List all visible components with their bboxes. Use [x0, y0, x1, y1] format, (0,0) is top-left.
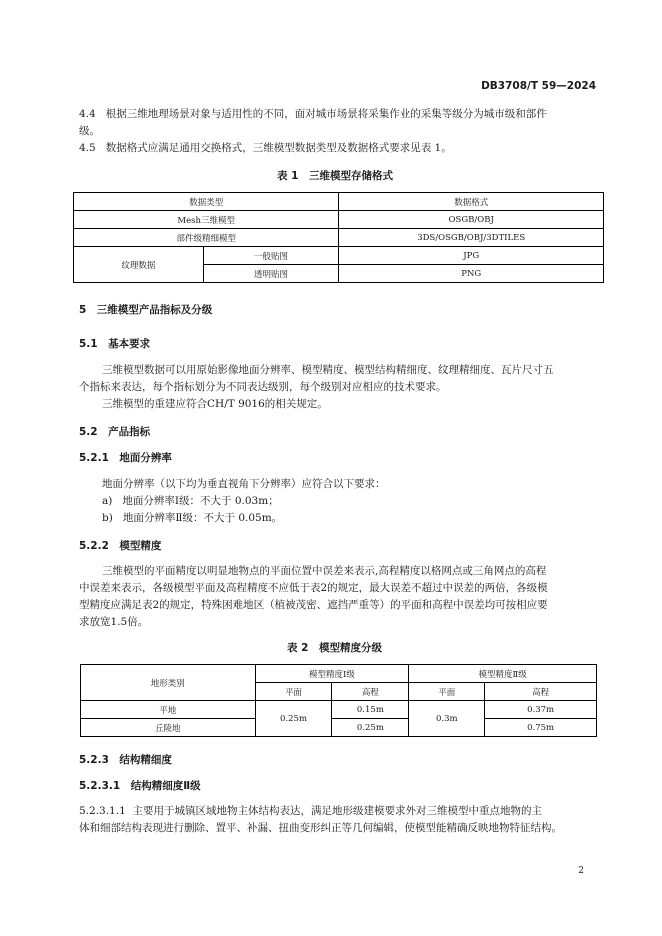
document-id: DB3708/T 59—2024	[481, 80, 596, 92]
list-item	[102, 493, 279, 510]
table-cell: 一般贴图	[203, 247, 339, 265]
clause-text: 主要用于城镇区域地物主体结构表达，满足地形级建模要求外对三维模型中重点地物的主	[132, 805, 542, 817]
clause-number: 4.5	[79, 142, 96, 154]
section-5-2-3-1-heading: 5.2.3.1 结构精细度Ⅱ级	[79, 780, 201, 792]
table-cell: Mesh三维模型	[74, 211, 339, 229]
paragraph-line: 中误差来表示，各级模型平面及高程精度不应低于表2的规定，最大误差不超过中误差的两倍，各级模	[79, 582, 548, 594]
table2	[80, 664, 597, 737]
table2-caption: 表 2 模型精度分级	[287, 642, 382, 654]
table-cell: 0.25m	[332, 719, 409, 737]
clause-5-2-3-1-1-line1	[79, 803, 542, 820]
table1	[73, 192, 604, 283]
clause-4-5	[79, 140, 452, 157]
clause-text: 根据三维地理场景对象与适用性的不同，面对城市场景将采集作业的采集等级分为城市级和部件	[105, 108, 547, 120]
table-cell: 0.25m	[255, 701, 332, 737]
table-row	[81, 719, 597, 737]
table-cell: 平地	[81, 701, 256, 719]
table-header-cell: 平面	[255, 683, 332, 701]
table-cell: OSGB/OBJ	[339, 211, 604, 229]
list-text: 地面分辨率Ⅱ级：不大于 0.05m。	[122, 512, 283, 524]
table-cell: 0.75m	[485, 719, 597, 737]
table-row	[74, 229, 604, 247]
table-cell: 0.15m	[332, 701, 409, 719]
table-cell: 透明贴图	[203, 265, 339, 283]
table-header-cell: 模型精度Ⅰ级	[255, 665, 409, 683]
section-5-2-heading: 5.2 产品指标	[79, 426, 151, 438]
table-header-cell: 高程	[332, 683, 409, 701]
table-cell: 丘陵地	[81, 719, 256, 737]
table-header-cell: 模型精度Ⅱ级	[409, 665, 597, 683]
clause-text: 数据格式应满足通用交换格式，三维模型数据类型及数据格式要求见表 1。	[105, 142, 452, 154]
table-row	[81, 665, 597, 683]
table-header-cell: 地形类别	[81, 665, 256, 701]
list-item	[102, 510, 282, 527]
section-5-2-2-heading: 5.2.2 模型精度	[79, 540, 162, 552]
table-row	[74, 193, 604, 211]
table-cell: PNG	[339, 265, 604, 283]
paragraph-line: 个指标来表达，每个指标划分为不同表达级别，每个级别对应相应的技术要求。	[79, 381, 447, 393]
table-header-cell: 数据类型	[74, 193, 339, 211]
list-text: 地面分辨率Ⅰ级：不大于 0.03m；	[122, 495, 279, 507]
clause-4-4-line2: 级。	[79, 125, 100, 137]
table-cell: 0.37m	[485, 701, 597, 719]
table1-caption: 表 1 三维模型存储格式	[277, 170, 393, 182]
list-marker: b)	[102, 512, 113, 524]
table-header-cell: 数据格式	[339, 193, 604, 211]
clause-number: 4.4	[79, 108, 96, 120]
section-5-2-1-heading: 5.2.1 地面分辨率	[79, 452, 172, 464]
paragraph-line: 求放宽1.5倍。	[79, 616, 149, 628]
list-marker: a)	[102, 495, 113, 507]
table-row	[81, 701, 597, 719]
clause-number: 5.2.3.1.1	[79, 805, 126, 817]
table-header-cell: 高程	[485, 683, 597, 701]
table-row	[74, 211, 604, 229]
paragraph-line: 体和细部结构表现进行删除、置平、补漏、扭曲变形纠正等几何编辑，使模型能精确反映地物特征结构。	[79, 822, 562, 834]
table-header-cell: 平面	[409, 683, 485, 701]
table-cell: 3DS/OSGB/OBJ/3DTILES	[339, 229, 604, 247]
section-5-heading: 5 三维模型产品指标及分级	[79, 304, 213, 316]
paragraph-line: 地面分辨率（以下均为垂直视角下分辨率）应符合以下要求：	[102, 478, 386, 490]
paragraph-line: 型精度应满足表2的规定，特殊困难地区（植被茂密、遮挡严重等）的平面和高程中误差均可按相应要	[79, 599, 548, 611]
section-5-1-heading: 5.1 基本要求	[79, 338, 151, 350]
section-5-2-3-heading: 5.2.3 结构精细度	[79, 754, 172, 766]
table-row	[74, 247, 604, 265]
page-number: 2	[578, 866, 584, 876]
clause-4-4-line1	[79, 106, 547, 123]
paragraph-line: 三维模型数据可以用原始影像地面分辨率、模型精度、模型结构精细度、纹理精细度、瓦片尺寸五	[102, 364, 554, 376]
table-cell: 纹理数据	[74, 247, 204, 283]
table-cell: 0.3m	[409, 701, 485, 737]
paragraph-line: 三维模型的平面精度以明显地物点的平面位置中误差来表示,高程精度以格网点或三角网点的高程	[102, 565, 547, 577]
paragraph-line: 三维模型的重建应符合CH/T 9016的相关规定。	[102, 398, 328, 410]
table-cell: 部件级精细模型	[74, 229, 339, 247]
table-cell: JPG	[339, 247, 604, 265]
